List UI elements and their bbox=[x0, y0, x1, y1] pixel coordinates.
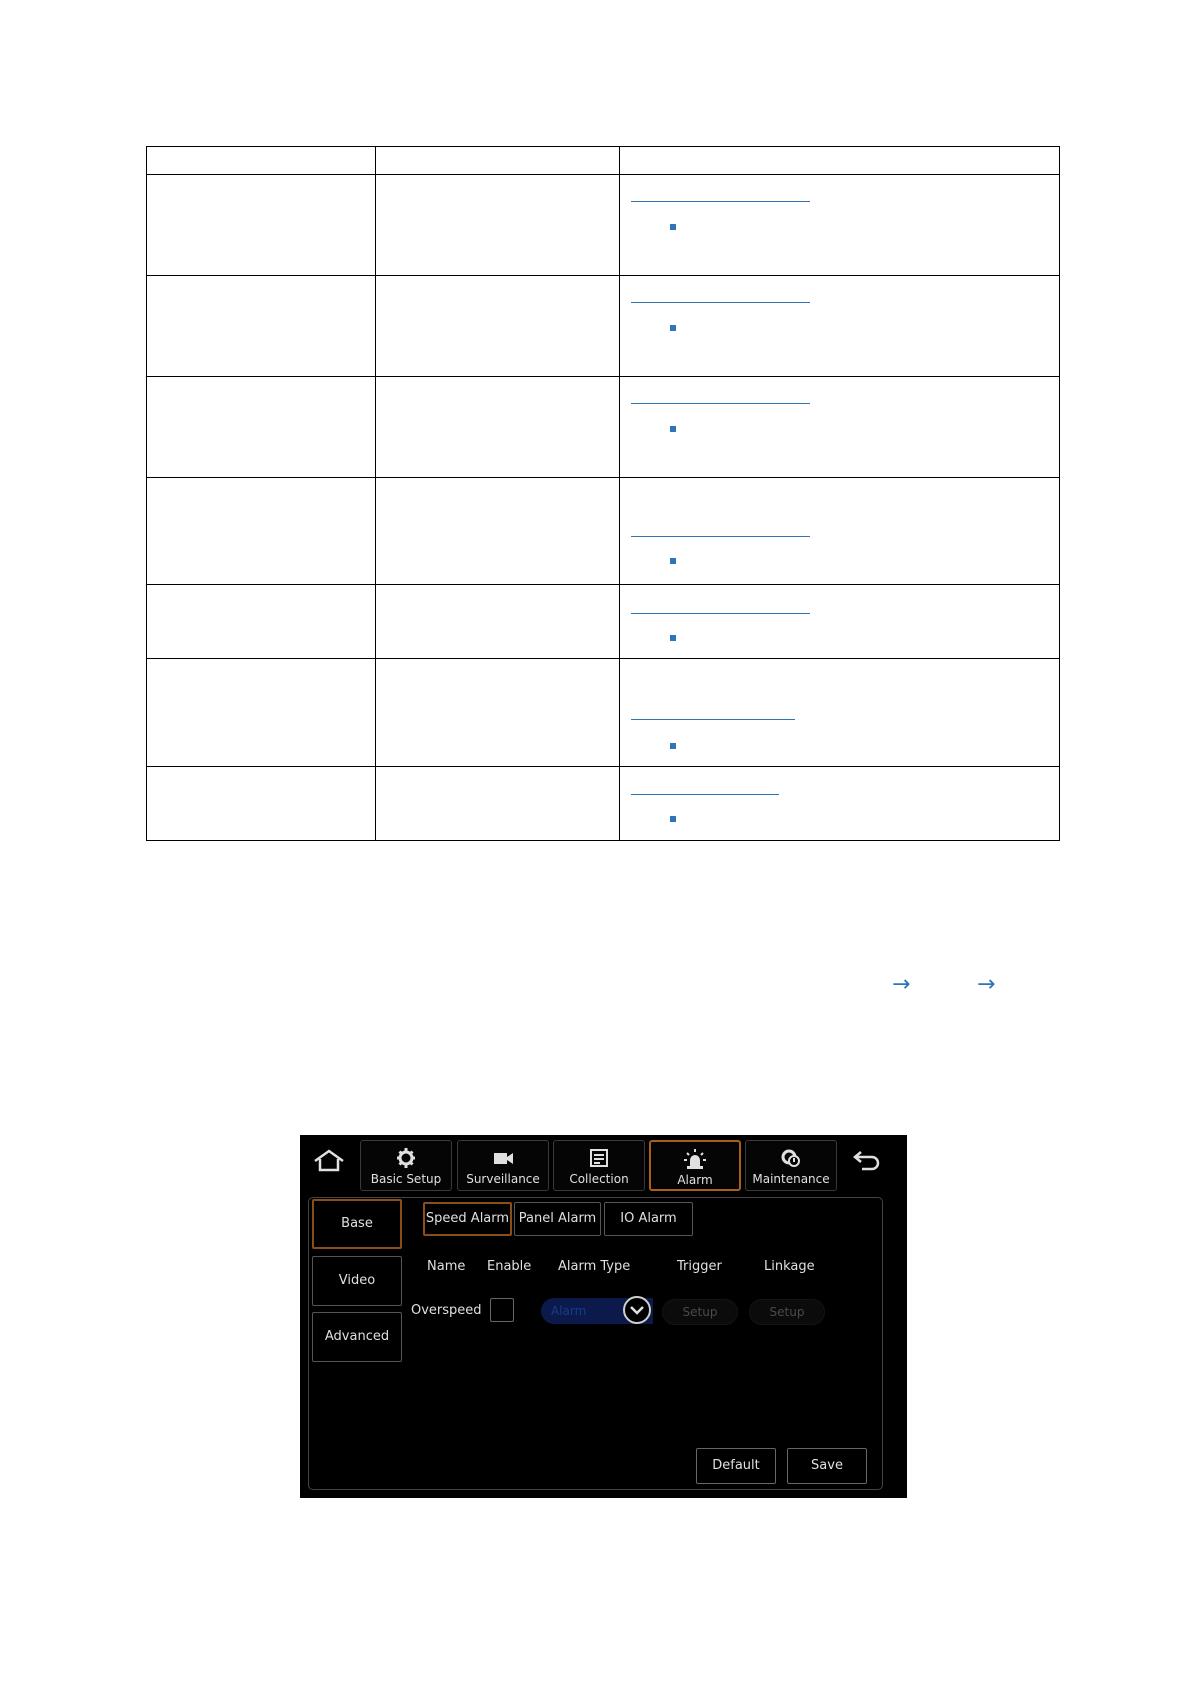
table-cell bbox=[376, 478, 620, 585]
tab-label: Basic Setup bbox=[370, 1172, 442, 1186]
table-cell bbox=[376, 767, 620, 841]
tab-label: Collection bbox=[569, 1172, 629, 1186]
maintenance-icon bbox=[780, 1148, 802, 1168]
table-cell bbox=[620, 767, 1060, 841]
tab-label: Maintenance bbox=[752, 1172, 830, 1186]
alarm-light-icon bbox=[684, 1149, 706, 1169]
linkage-setup-button[interactable]: Setup bbox=[749, 1299, 825, 1325]
table-cell bbox=[147, 767, 376, 841]
save-button[interactable]: Save bbox=[787, 1448, 867, 1484]
device-alarm-screen bbox=[300, 1135, 907, 1498]
bullet-icon bbox=[670, 224, 676, 230]
column-header-enable: Enable bbox=[487, 1259, 532, 1274]
table-cell bbox=[147, 478, 376, 585]
column-header-linkage: Linkage bbox=[764, 1259, 815, 1274]
tab-collection[interactable] bbox=[553, 1140, 645, 1191]
table-cell bbox=[376, 585, 620, 659]
table-row bbox=[147, 767, 1060, 841]
home-icon[interactable] bbox=[312, 1147, 346, 1175]
table-cell bbox=[376, 175, 620, 276]
default-button[interactable]: Default bbox=[696, 1448, 776, 1484]
spec-table bbox=[146, 146, 1060, 841]
tab-basic-setup[interactable] bbox=[360, 1140, 452, 1191]
table-cell bbox=[620, 659, 1060, 767]
tab-maintenance[interactable] bbox=[745, 1140, 837, 1191]
column-header-trigger: Trigger bbox=[677, 1259, 722, 1274]
alarm-name-overspeed: Overspeed bbox=[411, 1303, 482, 1318]
hyperlink[interactable] bbox=[631, 794, 779, 795]
hyperlink[interactable] bbox=[631, 536, 810, 537]
bullet-icon bbox=[670, 816, 676, 822]
table-cell bbox=[147, 585, 376, 659]
arrow-right-icon: → bbox=[977, 972, 996, 997]
tab-label: Surveillance bbox=[466, 1172, 540, 1186]
table-cell bbox=[376, 659, 620, 767]
camera-icon bbox=[492, 1148, 514, 1168]
table-row bbox=[147, 585, 1060, 659]
hyperlink[interactable] bbox=[631, 719, 795, 720]
table-cell bbox=[147, 377, 376, 478]
table-header-row bbox=[147, 147, 1060, 175]
chevron-down-icon[interactable] bbox=[623, 1296, 651, 1324]
column-header-alarm-type: Alarm Type bbox=[558, 1259, 631, 1274]
table-cell bbox=[376, 147, 620, 175]
tab-label: Alarm bbox=[677, 1173, 713, 1187]
bullet-icon bbox=[670, 325, 676, 331]
table-row bbox=[147, 175, 1060, 276]
hyperlink[interactable] bbox=[631, 201, 810, 202]
table-cell bbox=[620, 276, 1060, 377]
table-row bbox=[147, 276, 1060, 377]
table-row bbox=[147, 659, 1060, 767]
column-header-name: Name bbox=[427, 1259, 466, 1274]
subtab-speed-alarm[interactable]: Speed Alarm bbox=[423, 1202, 512, 1236]
bullet-icon bbox=[670, 635, 676, 641]
subtab-panel-alarm[interactable]: Panel Alarm bbox=[514, 1202, 601, 1236]
table-cell bbox=[147, 175, 376, 276]
bullet-icon bbox=[670, 743, 676, 749]
table-row bbox=[147, 478, 1060, 585]
table-cell bbox=[376, 377, 620, 478]
subtab-io-alarm[interactable]: IO Alarm bbox=[604, 1202, 693, 1236]
bullet-icon bbox=[670, 426, 676, 432]
enable-checkbox[interactable] bbox=[490, 1298, 514, 1322]
table-cell bbox=[620, 175, 1060, 276]
side-tab-advanced[interactable]: Advanced bbox=[312, 1312, 402, 1362]
hyperlink[interactable] bbox=[631, 403, 810, 404]
table-cell bbox=[620, 377, 1060, 478]
back-icon[interactable] bbox=[852, 1147, 882, 1175]
table-cell bbox=[620, 478, 1060, 585]
bullet-icon bbox=[670, 558, 676, 564]
gear-icon bbox=[395, 1148, 417, 1168]
side-tab-base[interactable]: Base bbox=[312, 1199, 402, 1249]
side-tab-video[interactable]: Video bbox=[312, 1256, 402, 1306]
table-row bbox=[147, 377, 1060, 478]
tab-alarm[interactable] bbox=[649, 1140, 741, 1191]
collection-icon bbox=[588, 1148, 610, 1168]
tab-surveillance[interactable] bbox=[457, 1140, 549, 1191]
table-cell bbox=[147, 276, 376, 377]
table-cell bbox=[620, 585, 1060, 659]
table-cell bbox=[147, 659, 376, 767]
alarm-type-select[interactable]: Alarm bbox=[541, 1298, 653, 1324]
table-cell bbox=[376, 276, 620, 377]
hyperlink[interactable] bbox=[631, 613, 810, 614]
hyperlink[interactable] bbox=[631, 302, 810, 303]
table-cell bbox=[147, 147, 376, 175]
arrow-right-icon: → bbox=[892, 972, 911, 997]
table-cell bbox=[620, 147, 1060, 175]
trigger-setup-button[interactable]: Setup bbox=[662, 1299, 738, 1325]
